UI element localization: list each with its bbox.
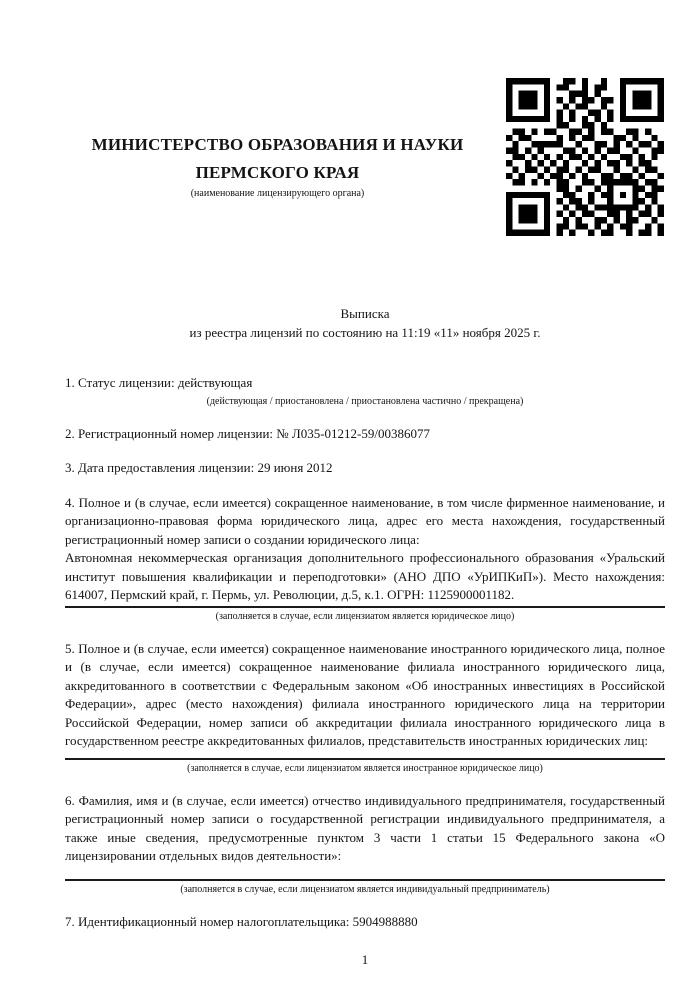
document-title	[65, 305, 665, 342]
item-license-status	[65, 374, 665, 409]
item-taxpayer-number	[65, 913, 665, 932]
license-status-note: (действующая / приостановлена / приостановлена частично / прекращена)	[206, 395, 524, 407]
legal-entity-rule	[65, 606, 665, 608]
foreign-entity-note: (заполняется в случае, если лицензиатом является иностранное юридическое лицо)	[187, 762, 543, 774]
license-date-text: 3. Дата предоставления лицензии: 29 июня 2012	[65, 460, 333, 475]
item-license-date	[65, 459, 665, 478]
document-header	[65, 0, 490, 201]
document-title-line2: из реестра лицензий по состоянию на 11:19 «11» ноября 2025 г.	[189, 324, 541, 340]
item-foreign-entity	[65, 640, 665, 776]
foreign-entity-description: 5. Полное и (в случае, если имеется) сокращенное наименование иностранного юридического лица, полное и (в случае, если имеется) сокращенное наименование филиала иностранного юридического лица, аккредитованного в соответствии с Федеральным законом «Об иностранных инвестициях в Российской Федерации», адрес (место нахождения) филиала иностранного юридического лица на территории Российской Федерации, номер записи об аккредитации филиала иностранного юридического лица в государственном реестре аккредитованных филиалов, представительств иностранных юридических лиц:	[65, 640, 665, 748]
individual-entrepreneur-description: 6. Фамилия, имя и (в случае, если имеется) отчество индивидуального предпринимателя, государственный регистрационный номер записи о государственной регистрации индивидуального предпринимателя, а также иные сведения, предусмотренные пунктом 3 части 1 статьи 15 Федерального закона «О лицензировании отдельных видов деятельности»:	[65, 792, 665, 863]
license-status-text: 1. Статус лицензии: действующая	[65, 375, 253, 390]
page-number: 1	[361, 952, 369, 967]
qr-code	[506, 78, 664, 236]
individual-entrepreneur-rule	[65, 879, 665, 881]
item-legal-entity	[65, 494, 665, 624]
item-registration-number	[65, 425, 665, 444]
item-individual-entrepreneur	[65, 792, 665, 897]
foreign-entity-rule	[65, 758, 665, 760]
legal-entity-value: Автономная некоммерческая организация дополнительного профессионального образования «Уральский институт повышения квалификации и переподготовки» (АНО ДПО «УрИПКиП»). Место нахождения: 614007, Пермский край, г. Пермь, ул. Революции, д.5, к.1. ОГРН: 1125900001182.	[65, 550, 665, 602]
taxpayer-number-text: 7. Идентификационный номер налогоплательщика: 5904988880	[65, 913, 418, 929]
document-title-line1: Выписка	[340, 306, 390, 321]
ministry-name-line2: ПЕРМСКОГО КРАЯ	[195, 163, 360, 182]
ministry-name-line1: МИНИСТЕРСТВО ОБРАЗОВАНИЯ И НАУКИ	[91, 135, 464, 154]
individual-entrepreneur-note: (заполняется в случае, если лицензиатом является индивидуальный предприниматель)	[180, 883, 550, 895]
licensing-authority-caption: (наименование лицензирующего органа)	[190, 188, 365, 199]
legal-entity-description: 4. Полное и (в случае, если имеется) сокращенное наименование, в том числе фирменное наименование, и организационно-правовая форма юридического лица, адрес его места нахождения, государственный регистрационный номер записи о создании юридического лица:	[65, 494, 665, 547]
registration-number-text: 2. Регистрационный номер лицензии: № Л035-01212-59/00386077	[65, 425, 431, 441]
legal-entity-note: (заполняется в случае, если лицензиатом является юридическое лицо)	[215, 610, 515, 622]
